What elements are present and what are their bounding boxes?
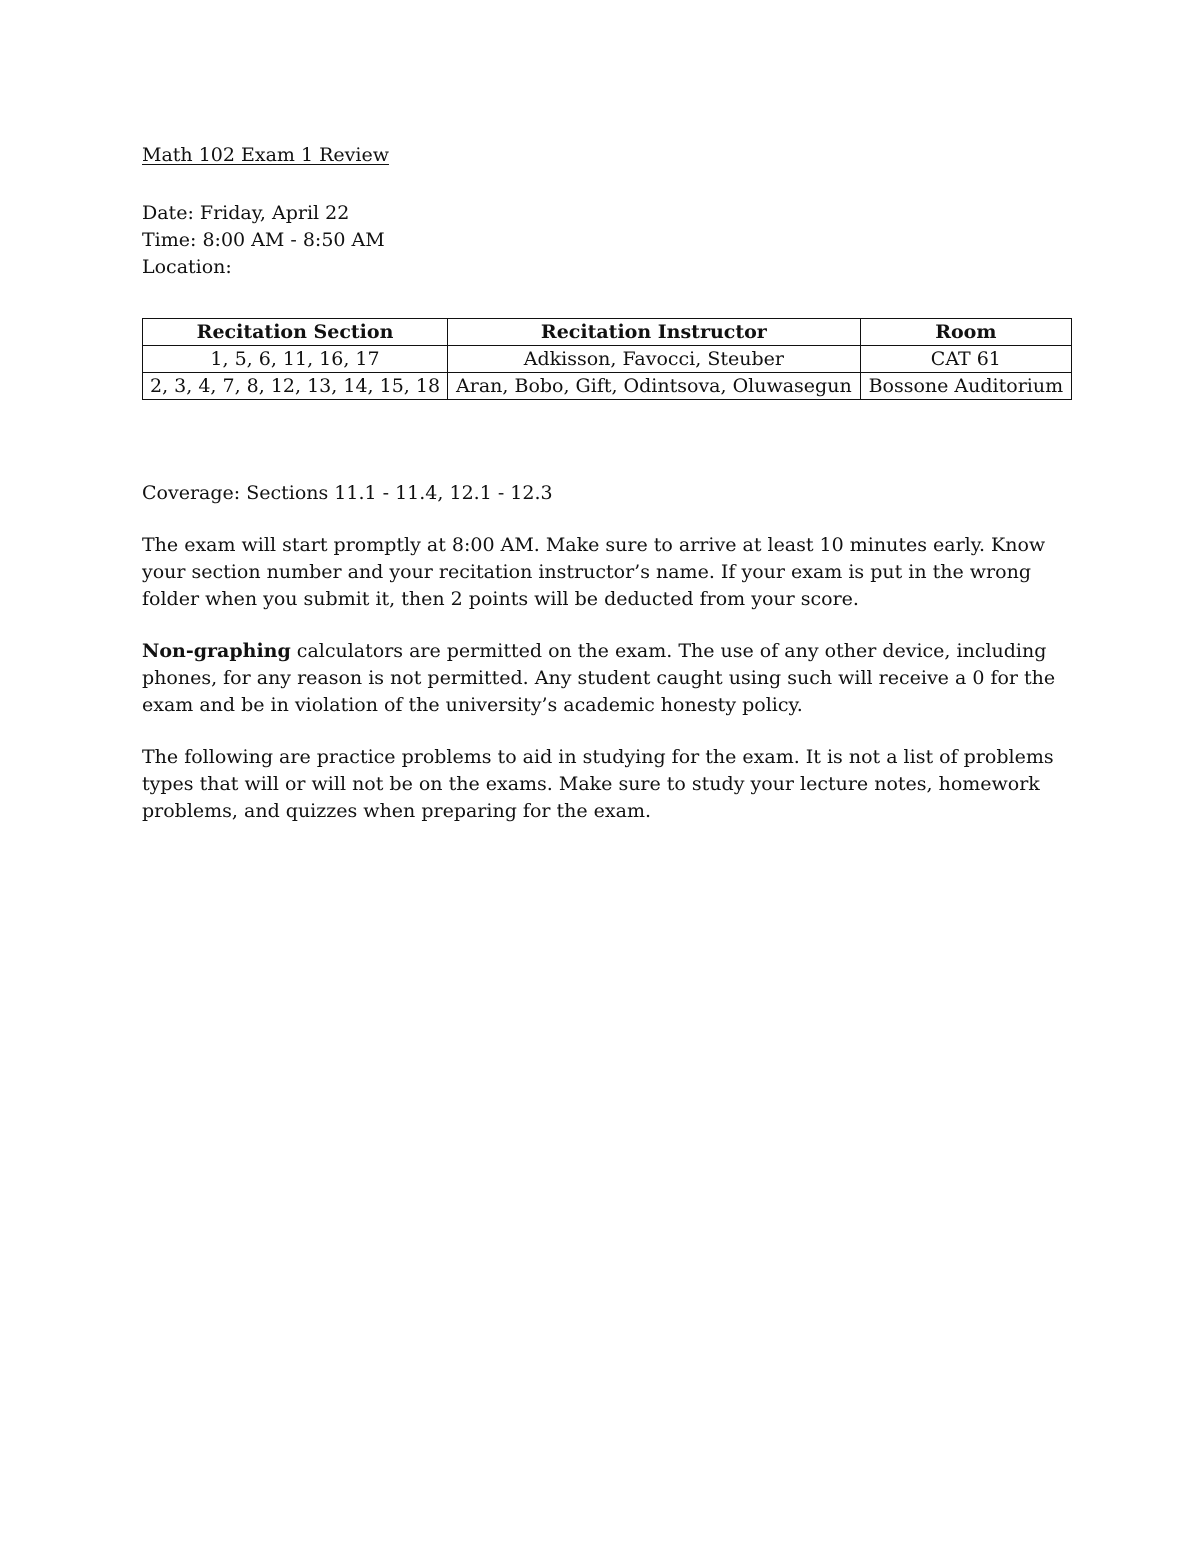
document-title: Math 102 Exam 1 Review bbox=[142, 144, 389, 166]
header-room: Room bbox=[860, 319, 1071, 346]
practice-problems-paragraph: The following are practice problems to aid in studying for the exam. It is not a list of problems types that will or will not be on the exams. Make sure to study your lecture notes, homework problems, and quizzes when preparing for the exam. bbox=[142, 746, 1054, 822]
exam-location-label: Location: bbox=[142, 256, 232, 278]
table-header-row bbox=[143, 319, 1072, 346]
header-recitation-instructor: Recitation Instructor bbox=[448, 319, 861, 346]
cell-room: Bossone Auditorium bbox=[860, 373, 1071, 400]
cell-sections: 2, 3, 4, 7, 8, 12, 13, 14, 15, 18 bbox=[143, 373, 448, 400]
table-row bbox=[143, 346, 1072, 373]
exam-details bbox=[142, 200, 1072, 281]
header-recitation-section: Recitation Section bbox=[143, 319, 448, 346]
calculator-policy-paragraph bbox=[142, 638, 1072, 719]
calculator-policy-text: calculators are permitted on the exam. The use of any other device, including phones, for any reason is not permitted. Any student caught using such will receive a 0 for the exam and be in violation of the university’s academic honesty policy. bbox=[142, 640, 1056, 716]
exam-date: Date: Friday, April 22 bbox=[142, 202, 350, 224]
cell-instructors: Adkisson, Favocci, Steuber bbox=[448, 346, 861, 373]
table-row bbox=[143, 373, 1072, 400]
non-graphing-emphasis: Non-graphing bbox=[142, 640, 291, 662]
cell-sections: 1, 5, 6, 11, 16, 17 bbox=[143, 346, 448, 373]
coverage-paragraph: Coverage: Sections 11.1 - 11.4, 12.1 - 12.3 bbox=[142, 482, 553, 504]
cell-instructors: Aran, Bobo, Gift, Odintsova, Oluwasegun bbox=[448, 373, 861, 400]
document-page bbox=[142, 140, 1072, 850]
cell-room: CAT 61 bbox=[860, 346, 1071, 373]
exam-time: Time: 8:00 AM - 8:50 AM bbox=[142, 229, 385, 251]
recitation-room-table bbox=[142, 318, 1072, 400]
exam-start-paragraph: The exam will start promptly at 8:00 AM. Make sure to arrive at least 10 minutes early. Know your section number and your recitation instructor’s name. If your exam is put in the wrong folder when you submit it, then 2 points will be deducted from your score. bbox=[142, 534, 1046, 610]
